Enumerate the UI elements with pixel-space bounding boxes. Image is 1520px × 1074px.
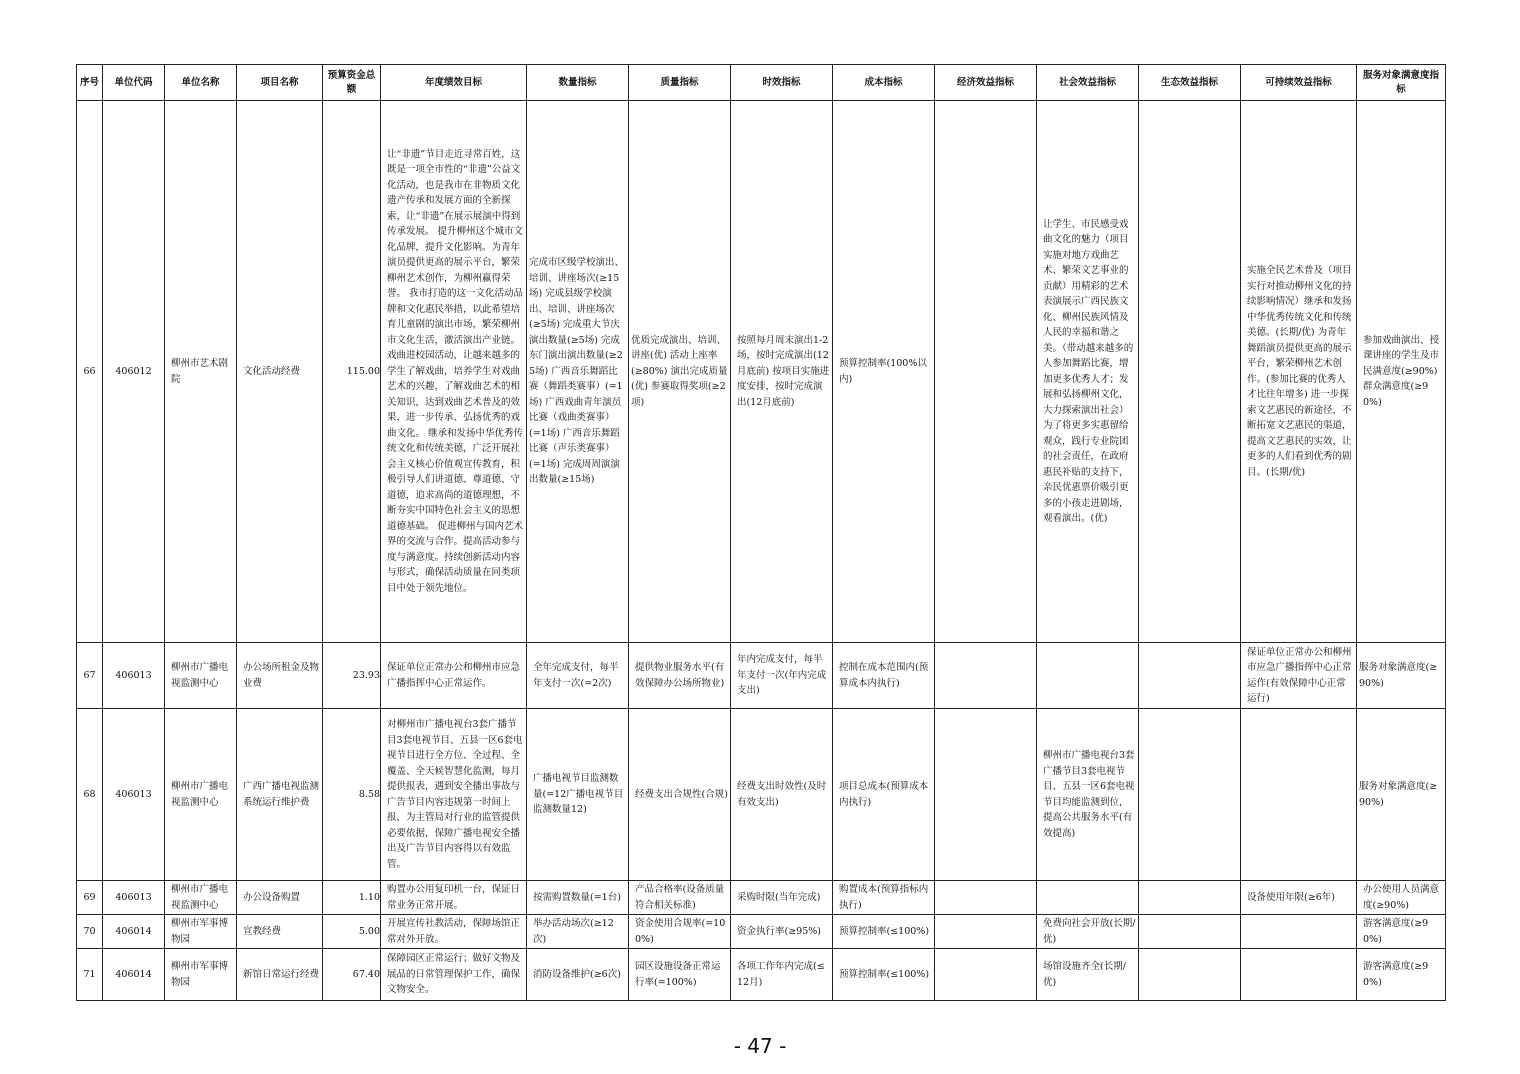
satisfaction-cell: 办公使用人员满意度(≥90%)	[1357, 881, 1446, 915]
unit-name-cell: 柳州市广播电视监测中心	[165, 709, 237, 881]
ecological-benefit-cell	[1139, 101, 1241, 643]
sustainable-benefit-cell	[1241, 949, 1357, 1001]
social-benefit-cell	[1037, 881, 1139, 915]
table-row	[77, 101, 1446, 643]
annual-goal-cell: 让“非遗”节目走近寻常百姓，这既是一项全市性的“非遗”公益文化活动，也是我市在非物质文化遗产传承和发展方面的全新探索，让“非遗”在展示展演中得到传承发展。 提升柳州这个城市文化品牌，提升文化影响。为青年演员提供更高的展示平台，繁荣柳州艺术创作，为柳州赢得荣誉。 我市打造的这一文化活动品牌和文化惠民举措，以此希望培育儿童剧的演出市场，繁荣柳州市文化生活，激活演出产业链。 戏曲进校园活动，让越来越多的学生了解戏曲，培养学生对戏曲艺术的兴趣，了解戏曲艺术的相关知识，达到戏曲艺术普及的效果，进一步传承、弘扬优秀的戏曲文化。 继承和发扬中华优秀传统文化和传统美德，广泛开展社会主义核心价值观宣传教育，积极引导人们讲道德、尊道德、守道德，追求高尚的道德理想，不断夯实中国特色社会主义的思想道德基础。 促进柳州与国内艺术界的交流与合作。提高活动参与度与满意度。持续创新活动内容与形式，确保活动质量在同类项目中处于领先地位。	[381, 101, 527, 643]
unit-code-cell: 406014	[103, 915, 165, 949]
social-benefit-cell: 柳州市广播电视台3套广播节目3套电视节目、五县一区6套电视节目均能监测到位，提高公共服务水平(有效提高)	[1037, 709, 1139, 881]
header-cell: 序号	[77, 65, 103, 101]
table-row	[77, 709, 1446, 881]
unit-code-cell: 406014	[103, 949, 165, 1001]
satisfaction-cell: 服务对象满意度(≥90%)	[1357, 709, 1446, 881]
economic-benefit-cell	[935, 643, 1037, 709]
unit-name-cell: 柳州市艺术剧院	[165, 101, 237, 643]
quantity-indicator-cell: 全年完成支付，每半年支付一次(=2次)	[527, 643, 629, 709]
budget-cell: 5.00	[323, 915, 381, 949]
ecological-benefit-cell	[1139, 881, 1241, 915]
annual-goal-cell: 开展宣传社教活动，保障场馆正常对外开放。	[381, 915, 527, 949]
social-benefit-cell	[1037, 643, 1139, 709]
row-number-cell: 71	[77, 949, 103, 1001]
performance-table	[76, 64, 1446, 1001]
row-number-cell: 67	[77, 643, 103, 709]
header-cell: 生态效益指标	[1139, 65, 1241, 101]
satisfaction-cell: 服务对象满意度(≥90%)	[1357, 643, 1446, 709]
quality-indicator-cell: 提供物业服务水平(有效保障办公场所物业)	[629, 643, 731, 709]
cost-indicator-cell: 项目总成本(预算成本内执行)	[833, 709, 935, 881]
timeliness-indicator-cell: 资金执行率(≥95%)	[731, 915, 833, 949]
satisfaction-cell: 游客满意度(≥90%)	[1357, 949, 1446, 1001]
unit-code-cell: 406013	[103, 881, 165, 915]
project-name-cell: 宣教经费	[237, 915, 323, 949]
quality-indicator-cell: 优质完成演出、培训、讲座(优) 活动上座率(≥80%) 演出完成质量(优) 参赛取得奖项(≥2项)	[629, 101, 731, 643]
economic-benefit-cell	[935, 709, 1037, 881]
project-name-cell: 办公场所租金及物业费	[237, 643, 323, 709]
project-name-cell: 新馆日常运行经费	[237, 949, 323, 1001]
header-cell: 单位名称	[165, 65, 237, 101]
unit-name-cell: 柳州市广播电视监测中心	[165, 643, 237, 709]
header-cell: 服务对象满意度指标	[1357, 65, 1446, 101]
annual-goal-cell: 对柳州市广播电视台3套广播节目3套电视节目、五县一区6套电视节目进行全方位、全过程、全覆盖、全天候智慧化监测，每月提供报表，遇到安全播出事故与广告节目内容违规第一时间上报，为主管局对行业的监管提供必要依据，保障广播电视安全播出及广告节目内容得以有效监管。	[381, 709, 527, 881]
annual-goal-cell: 购置办公用复印机一台，保证日常业务正常开展。	[381, 881, 527, 915]
unit-name-cell: 柳州市广播电视监测中心	[165, 881, 237, 915]
header-cell: 项目名称	[237, 65, 323, 101]
budget-cell: 8.58	[323, 709, 381, 881]
economic-benefit-cell	[935, 949, 1037, 1001]
budget-cell: 1.10	[323, 881, 381, 915]
unit-name-cell: 柳州市军事博物园	[165, 949, 237, 1001]
header-cell: 年度绩效目标	[381, 65, 527, 101]
table-row	[77, 643, 1446, 709]
header-cell: 时效指标	[731, 65, 833, 101]
satisfaction-cell: 参加戏曲演出、授课讲座的学生及市民满意度(≥90%) 群众满意度(≥90%)	[1357, 101, 1446, 643]
ecological-benefit-cell	[1139, 915, 1241, 949]
table-row	[77, 949, 1446, 1001]
project-name-cell: 文化活动经费	[237, 101, 323, 643]
header-cell: 预算资金总额	[323, 65, 381, 101]
quantity-indicator-cell: 按需购置数量(=1台)	[527, 881, 629, 915]
table-row	[77, 881, 1446, 915]
social-benefit-cell: 免费向社会开放(长期/优)	[1037, 915, 1139, 949]
annual-goal-cell: 保障园区正常运行；做好文物及展品的日常管理保护工作，确保文物安全。	[381, 949, 527, 1001]
budget-cell: 67.40	[323, 949, 381, 1001]
sustainable-benefit-cell	[1241, 709, 1357, 881]
header-row	[77, 65, 1446, 101]
sustainable-benefit-cell: 保证单位正常办公和柳州市应急广播指挥中心正常运作(有效保障中心正常运行)	[1241, 643, 1357, 709]
quantity-indicator-cell: 消防设备维护(≥6次)	[527, 949, 629, 1001]
project-name-cell: 办公设备购置	[237, 881, 323, 915]
unit-code-cell: 406013	[103, 709, 165, 881]
economic-benefit-cell	[935, 881, 1037, 915]
annual-goal-cell: 保证单位正常办公和柳州市应急广播指挥中心正常运作。	[381, 643, 527, 709]
sustainable-benefit-cell	[1241, 915, 1357, 949]
header-cell: 成本指标	[833, 65, 935, 101]
header-cell: 单位代码	[103, 65, 165, 101]
sustainable-benefit-cell: 设备使用年限(≥6年)	[1241, 881, 1357, 915]
quantity-indicator-cell: 完成市区级学校演出、培训、讲座场次(≥15场) 完成县级学校演出、培训、讲座场次(≥5场) 完成重大节庆演出数量(≥5场) 完成东门演出演出数量(≥25场) 广西音乐舞蹈比赛（舞蹈类赛事）(=1场) 广西戏曲青年演员比赛（戏曲类赛事）(=1场) 广西音乐舞蹈比赛（声乐类赛事）(=1场) 完成周周演演出数量(≥15场)	[527, 101, 629, 643]
row-number-cell: 66	[77, 101, 103, 643]
social-benefit-cell: 让学生、市民感受戏曲文化的魅力（项目实施对地方戏曲艺术、繁荣文艺事业的贡献）用精彩的艺术表演展示广西民族文化、柳州民族风情及人民的幸福和谐之美。（带动越来越多的人参加舞蹈比赛，增加更多优秀人才；发展和弘扬柳州文化，大力探索演出社会）为了将更多实惠留给观众，践行专业院团的社会责任，在政府惠民补贴的支持下，亲民优惠票价吸引更多的小孩走进剧场，观看演出。(优)	[1037, 101, 1139, 643]
timeliness-indicator-cell: 年内完成支付，每半年支付一次(年内完成支出)	[731, 643, 833, 709]
timeliness-indicator-cell: 采购时限(当年完成)	[731, 881, 833, 915]
timeliness-indicator-cell: 按照每月周末演出1-2场，按时完成演出(12月底前) 按项目实施进度安排，按时完成演出(12月底前)	[731, 101, 833, 643]
economic-benefit-cell	[935, 101, 1037, 643]
ecological-benefit-cell	[1139, 709, 1241, 881]
header-cell: 质量指标	[629, 65, 731, 101]
unit-name-cell: 柳州市军事博物园	[165, 915, 237, 949]
page-number: - 47 -	[733, 1034, 787, 1058]
ecological-benefit-cell	[1139, 949, 1241, 1001]
timeliness-indicator-cell: 经费支出时效性(及时有效支出)	[731, 709, 833, 881]
header-cell: 数量指标	[527, 65, 629, 101]
table-row	[77, 915, 1446, 949]
budget-cell: 115.00	[323, 101, 381, 643]
budget-cell: 23.93	[323, 643, 381, 709]
row-number-cell: 70	[77, 915, 103, 949]
sustainable-benefit-cell: 实施全民艺术普及（项目实行对推动柳州文化的持续影响情况）继承和发扬中华优秀传统文化和传统美德。(长期/优) 为青年舞蹈演员提供更高的展示平台，繁荣柳州艺术创作。(参加比赛的优秀人才比往年增多) 进一步探索文艺惠民的新途径，不断拓宽文艺惠民的渠道，提高文艺惠民的实效，让更多的人们看到优秀的剧目。(长期/优)	[1241, 101, 1357, 643]
header-cell: 社会效益指标	[1037, 65, 1139, 101]
quality-indicator-cell: 资金使用合规率(=100%)	[629, 915, 731, 949]
header-cell: 经济效益指标	[935, 65, 1037, 101]
project-name-cell: 广西广播电视监测系统运行维护费	[237, 709, 323, 881]
satisfaction-cell: 游客满意度(≥90%)	[1357, 915, 1446, 949]
row-number-cell: 69	[77, 881, 103, 915]
unit-code-cell: 406013	[103, 643, 165, 709]
social-benefit-cell: 场馆设施齐全(长期/优)	[1037, 949, 1139, 1001]
cost-indicator-cell: 购置成本(预算指标内执行)	[833, 881, 935, 915]
timeliness-indicator-cell: 各项工作年内完成(≤12月)	[731, 949, 833, 1001]
cost-indicator-cell: 控制在成本范围内(预算成本内执行)	[833, 643, 935, 709]
cost-indicator-cell: 预算控制率(≤100%)	[833, 915, 935, 949]
cost-indicator-cell: 预算控制率(≤100%)	[833, 949, 935, 1001]
cost-indicator-cell: 预算控制率(100%以内)	[833, 101, 935, 643]
quantity-indicator-cell: 广播电视节目监测数量(=12广播电视节目监测数量12)	[527, 709, 629, 881]
quality-indicator-cell: 园区设施设备正常运行率(=100%)	[629, 949, 731, 1001]
quality-indicator-cell: 产品合格率(设备质量符合相关标准)	[629, 881, 731, 915]
economic-benefit-cell	[935, 915, 1037, 949]
quantity-indicator-cell: 举办活动场次(≥12次)	[527, 915, 629, 949]
header-cell: 可持续效益指标	[1241, 65, 1357, 101]
row-number-cell: 68	[77, 709, 103, 881]
quality-indicator-cell: 经费支出合规性(合规)	[629, 709, 731, 881]
unit-code-cell: 406012	[103, 101, 165, 643]
ecological-benefit-cell	[1139, 643, 1241, 709]
